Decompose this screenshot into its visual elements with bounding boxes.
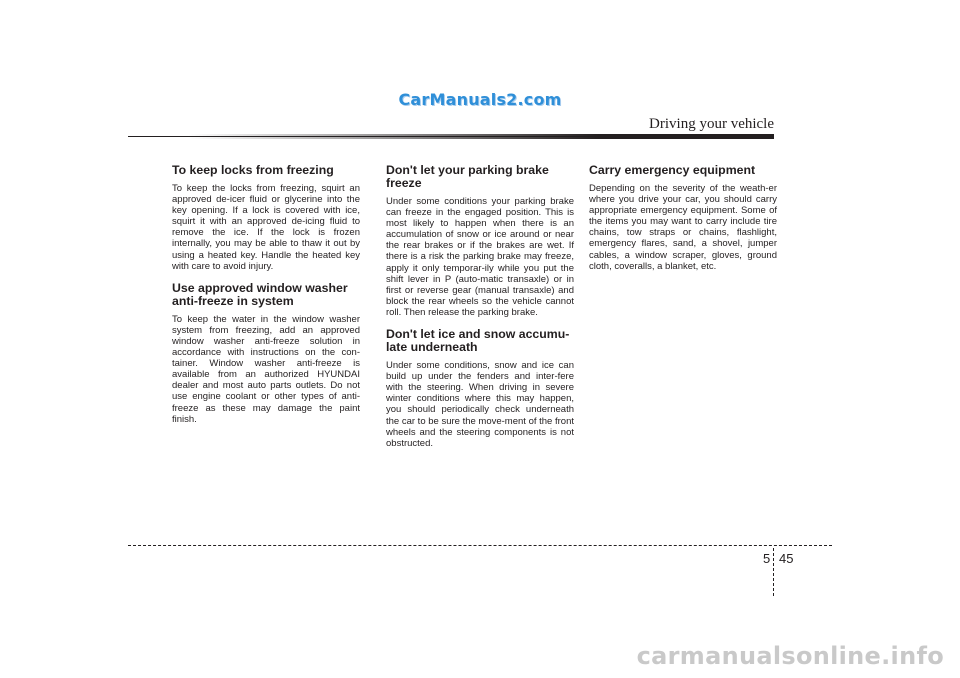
watermark-top: CarManuals2.com — [398, 90, 562, 109]
text-column-3 — [589, 164, 777, 282]
chapter-number: 5 — [763, 551, 771, 566]
section-washer — [172, 282, 360, 425]
footer-dashed-rule — [128, 545, 832, 546]
text-column-1 — [172, 164, 360, 435]
section-heading: Carry emergency equipment — [589, 163, 756, 177]
header-rule-bold — [188, 134, 774, 139]
section-body: Under some conditions your parking brake can freeze in the engaged position. This is most likely to happen when there is an accumulation of snow or ice around or near the rear brakes or if the brakes are wet. If there is a risk the parking brake may freeze, apply it only temporar-ily while you put the shift lever in P (auto-matic transaxle) or in first or reverse gear (manual transaxle) and block the rear wheels so the vehicle cannot roll. Then release the parking brake. — [386, 196, 574, 318]
text-column-2 — [386, 164, 574, 459]
section-body: To keep the locks from freezing, squirt an approved de-icer fluid or glycerine into the key opening. If a lock is covered with ice, squirt it with an approved de-icing fluid to remove the ice. If the lock is frozen internally, you may be able to thaw it out by using a heated key. Handle the heated key with care to avoid injury. — [172, 183, 360, 272]
section-heading: To keep locks from freezing — [172, 163, 334, 177]
section-heading: Don't let ice and snow accumu-late underneath — [386, 327, 570, 355]
section-parking-brake — [386, 164, 574, 318]
section-heading: Use approved window washer anti-freeze in system — [172, 280, 348, 308]
section-body: Under some conditions, snow and ice can build up under the fenders and inter-fere with the steering. When driving in severe winter conditions where this may happen, you should periodically check underneath the car to be sure the move-ment of the front wheels and the steering components is not obstructed. — [386, 360, 574, 449]
watermark-bottom: carmanualsonline.info — [636, 642, 944, 670]
section-emergency — [589, 164, 777, 272]
section-heading: Don't let your parking brake freeze — [386, 163, 549, 190]
page-number: 45 — [779, 551, 794, 566]
section-ice-snow — [386, 328, 574, 449]
section-locks — [172, 164, 360, 272]
page-number-divider — [773, 548, 774, 596]
section-body: Depending on the severity of the weath-er where you drive your car, you should carry appropriate emergency equipment. Some of the items you may want to carry include tire chains, tow straps or chains, flashlight, emergency flares, sand, a shovel, jumper cables, a window scraper, gloves, ground cloth, coveralls, a blanket, etc. — [589, 183, 777, 272]
page-header-title: Driving your vehicle — [649, 116, 774, 132]
section-body: To keep the water in the window washer system from freezing, add an approved window washer anti-freeze solution in accordance with instructions on the con-tainer. Window washer anti-freeze is available from an authorized HYUNDAI dealer and most auto parts outlets. Do not use engine coolant or other types of anti-freeze as these may damage the paint finish. — [172, 313, 360, 425]
